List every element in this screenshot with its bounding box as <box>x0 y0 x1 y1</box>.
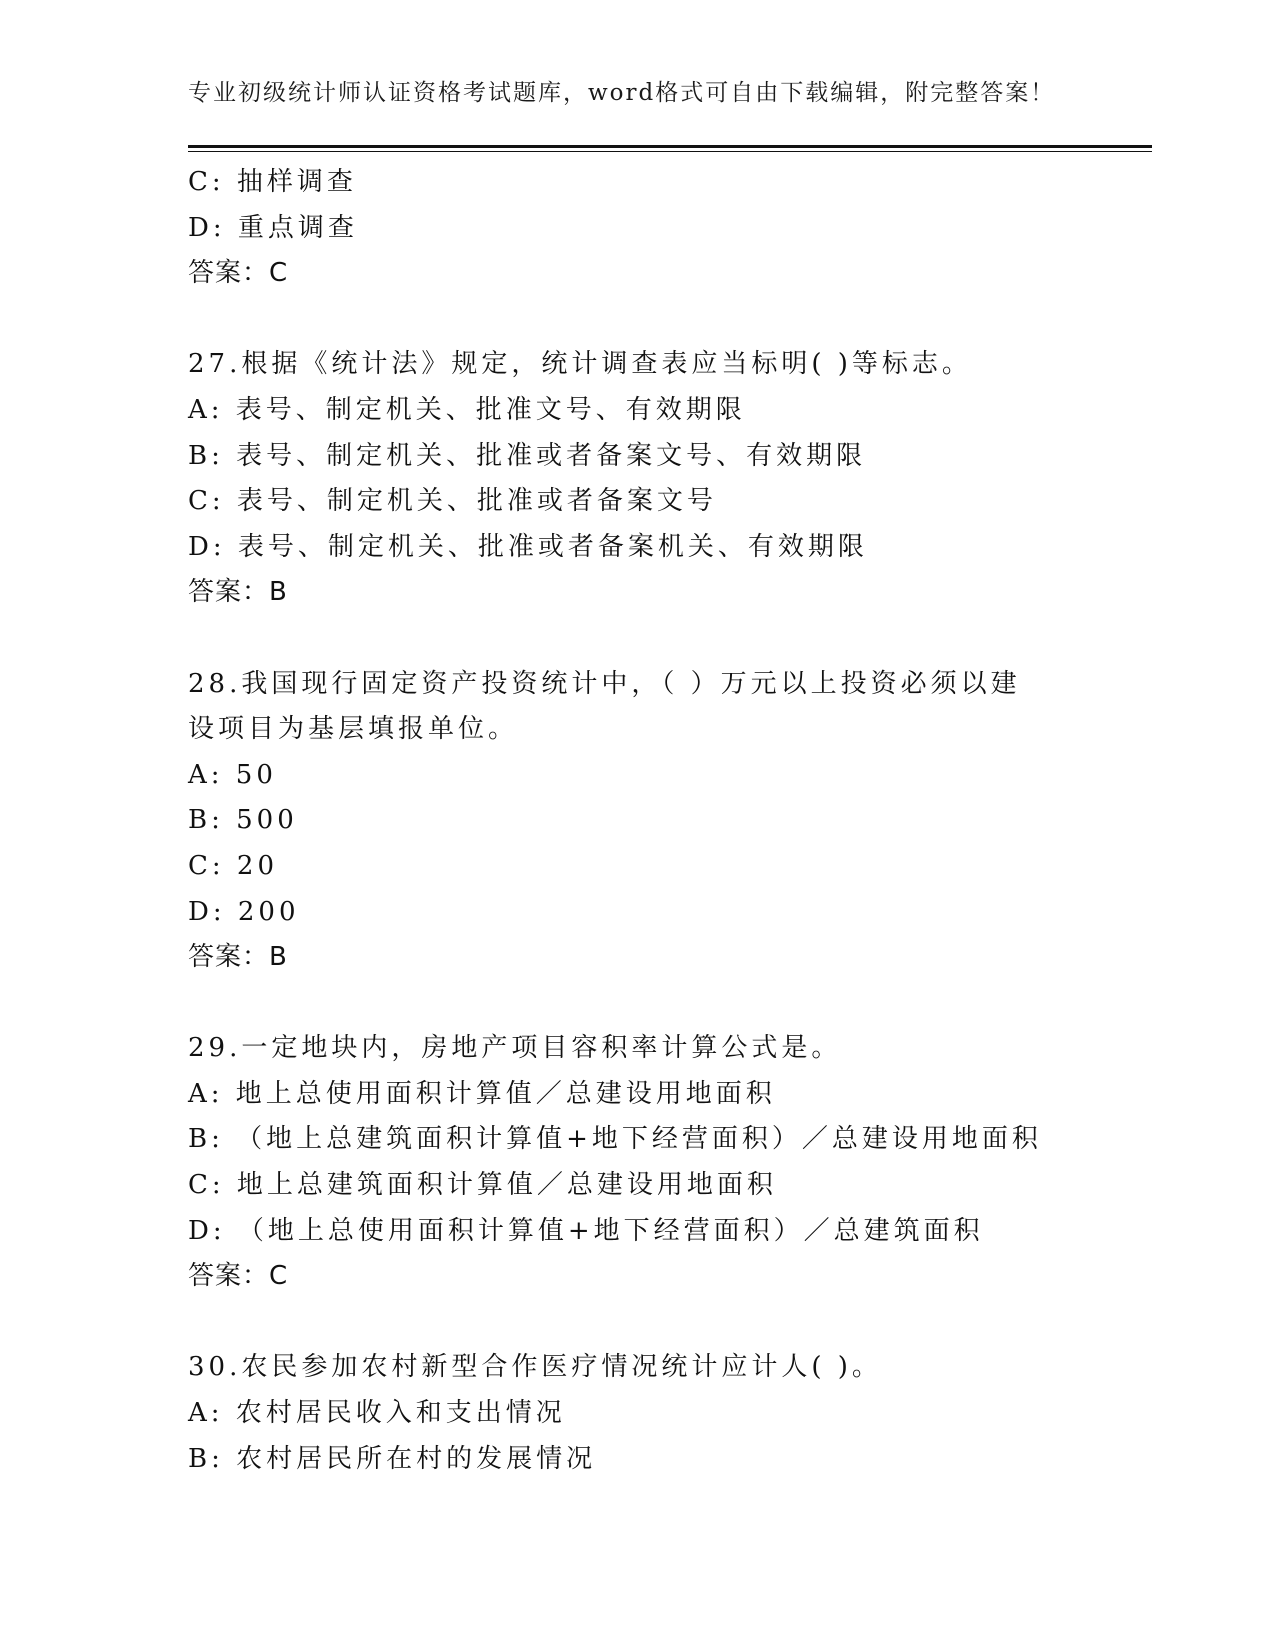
option-line: B: 表号、制定机关、批准或者备案文号、有效期限 <box>188 440 867 471</box>
header-divider-thick <box>188 145 1152 148</box>
option-line: C: 地上总建筑面积计算值／总建设用地面积 <box>188 1170 777 1201</box>
option-line: A: 50 <box>188 759 277 790</box>
question-stem: 28.我国现行固定资产投资统计中，（ ）万元以上投资必须以建 <box>188 668 1021 699</box>
option-line: A: 农村居民收入和支出情况 <box>188 1398 566 1429</box>
option-line: C: 20 <box>188 850 279 881</box>
answer-line: 答案：C <box>188 1261 289 1292</box>
page-header: 专业初级统计师认证资格考试题库，word格式可自由下载编辑，附完整答案！ <box>188 80 1056 106</box>
question-stem: 30.农民参加农村新型合作医疗情况统计应计人( )。 <box>188 1352 882 1383</box>
option-line: B: （地上总建筑面积计算值+地下经营面积）／总建设用地面积 <box>188 1124 1042 1155</box>
question-stem-continued: 设项目为基层填报单位。 <box>188 714 519 745</box>
option-line: D: 重点调查 <box>188 212 358 243</box>
answer-line: 答案：C <box>188 258 289 289</box>
option-line: B: 500 <box>188 805 298 836</box>
option-line: C: 抽样调查 <box>188 167 357 197</box>
option-line: D: 200 <box>188 896 300 927</box>
question-content <box>188 160 1088 1482</box>
question-stem: 29.一定地块内，房地产项目容积率计算公式是。 <box>188 1033 842 1064</box>
answer-line: 答案：B <box>188 577 288 608</box>
option-line: D: 表号、制定机关、批准或者备案机关、有效期限 <box>188 531 868 562</box>
spacer <box>188 616 1088 662</box>
option-line: D: （地上总使用面积计算值+地下经营面积）／总建筑面积 <box>188 1215 984 1246</box>
answer-line: 答案：B <box>188 942 288 973</box>
spacer <box>188 297 1088 343</box>
spacer <box>188 1300 1088 1346</box>
option-line: C: 表号、制定机关、批准或者备案文号 <box>188 486 717 517</box>
option-line: A: 表号、制定机关、批准文号、有效期限 <box>188 394 746 425</box>
question-stem: 27.根据《统计法》规定，统计调查表应当标明( )等标志。 <box>188 349 972 380</box>
header-divider-thin <box>188 151 1152 152</box>
option-line: A: 地上总使用面积计算值／总建设用地面积 <box>188 1078 776 1109</box>
spacer <box>188 981 1088 1027</box>
option-line: B: 农村居民所在村的发展情况 <box>188 1443 597 1474</box>
